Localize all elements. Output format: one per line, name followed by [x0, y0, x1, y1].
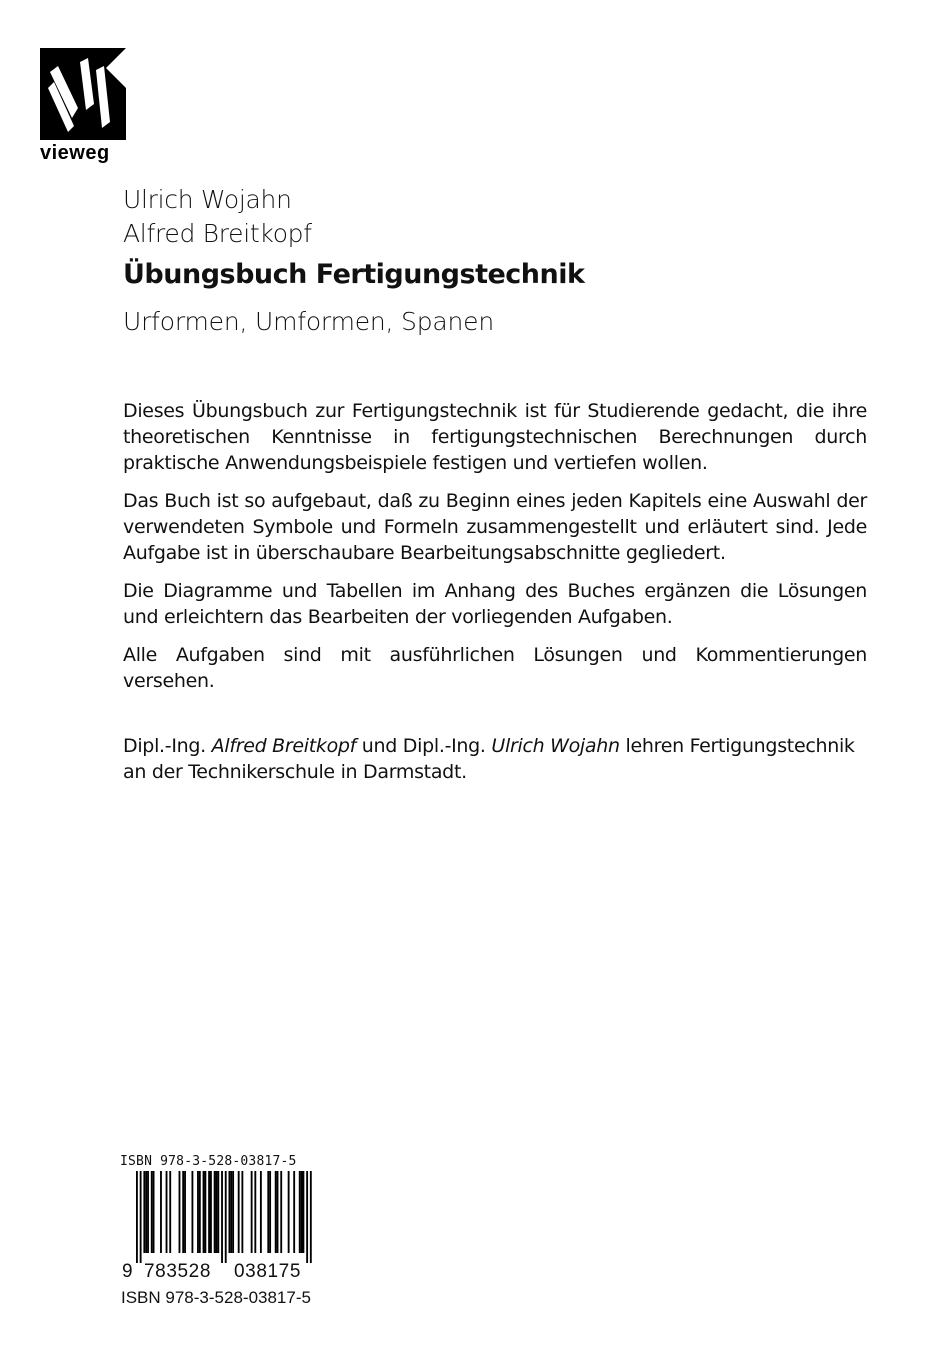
publisher-wordmark: vieweg: [40, 142, 110, 164]
barcode-bar: [166, 1171, 168, 1253]
barcode-bar: [277, 1171, 279, 1253]
bio-suffix: lehren Fertigungstechnik an der Technikerschule in Darmstadt.: [123, 735, 855, 783]
barcode-bar: [214, 1171, 216, 1253]
barcode-bar: [136, 1171, 138, 1263]
barcode-bar: [303, 1171, 305, 1253]
isbn-number: ISBN 978-3-528-03817-5: [121, 1288, 311, 1307]
description-paragraph: Dieses Übungsbuch zur Fertigungstechnik ist für Studierende gedacht, die ihre theoretischen Kenntnisse in fertigungstechnischen Berechnungen durch praktische Anwendungsbeispiele festigen und vertiefen wollen.: [123, 400, 867, 474]
barcode-bar: [217, 1171, 219, 1253]
bio-author-name: Alfred Breitkopf: [211, 735, 357, 757]
barcode-bar: [216, 1171, 218, 1253]
barcode-bar: [306, 1171, 308, 1263]
barcode-bar: [299, 1171, 301, 1253]
barcode-isbn-label: ISBN 978-3-528-03817-5: [120, 1154, 297, 1169]
barcode-bar: [147, 1171, 149, 1253]
barcode-bar: [269, 1171, 271, 1253]
bio-prefix: Dipl.-Ing.: [123, 735, 212, 757]
barcode-bar: [192, 1171, 194, 1253]
isbn-barcode: [118, 1154, 330, 1285]
book-title: Übungsbuch Fertigungstechnik: [123, 259, 585, 290]
author-list: [123, 183, 312, 251]
barcode-bar: [182, 1171, 184, 1253]
author-bio: [123, 733, 867, 785]
barcode-bar: [230, 1171, 232, 1253]
barcode-bar: [160, 1171, 162, 1253]
barcode-bar: [204, 1171, 206, 1253]
barcode-bar: [140, 1171, 142, 1263]
bio-middle: und Dipl.-Ing.: [356, 735, 492, 757]
barcode-bar: [280, 1171, 282, 1253]
publisher-logo: [40, 48, 126, 165]
barcode-bar: [203, 1171, 205, 1253]
barcode-bar: [153, 1171, 155, 1253]
barcode-bar: [143, 1171, 145, 1253]
barcode-bar: [275, 1171, 277, 1253]
barcode-bar: [210, 1171, 212, 1253]
barcode-digit-group-right: 038175: [234, 1261, 302, 1282]
description-text: [123, 398, 867, 706]
barcode-bar: [254, 1171, 256, 1253]
book-subtitle: Urformen, Umformen, Spanen: [123, 307, 494, 336]
author-name: Alfred Breitkopf: [123, 219, 312, 248]
barcode-digits: [118, 1263, 330, 1285]
barcode-bar: [151, 1171, 153, 1253]
barcode-bar: [179, 1171, 181, 1253]
barcode-bar: [229, 1171, 231, 1253]
barcode-bar: [288, 1171, 290, 1253]
barcode-bars: [118, 1171, 318, 1263]
vieweg-logo-icon: [40, 48, 126, 140]
description-paragraph: Das Buch ist so aufgebaut, daß zu Beginn eines jeden Kapitels eine Auswahl der verwendeten Symbole und Formeln zusammengestellt und erläutert sind. Jede Aufgabe ist in überschaubare Bearbeitungsabschnitte gegliedert.: [123, 490, 867, 564]
barcode-bar: [221, 1171, 223, 1263]
barcode-bar: [310, 1171, 312, 1263]
barcode-bar: [197, 1171, 199, 1253]
barcode-bar: [169, 1171, 171, 1253]
barcode-bar: [238, 1171, 240, 1253]
barcode-bar: [241, 1171, 243, 1253]
barcode-bar: [199, 1171, 201, 1253]
author-name: Ulrich Wojahn: [123, 185, 292, 214]
barcode-bar: [293, 1171, 295, 1253]
bio-author-name: Ulrich Wojahn: [491, 735, 620, 757]
barcode-bar: [251, 1171, 253, 1253]
description-paragraph: Alle Aufgaben sind mit ausführlichen Lösungen und Kommentierungen versehen.: [123, 644, 867, 692]
barcode-bar: [260, 1171, 262, 1253]
barcode-bar: [232, 1171, 234, 1253]
barcode-bar: [184, 1171, 186, 1253]
barcode-lead-digit: 9: [122, 1261, 133, 1282]
barcode-bar: [225, 1171, 227, 1263]
description-paragraph: Die Diagramme und Tabellen im Anhang des Buches ergänzen die Lösungen und erleichtern das Bearbeiten der vorliegenden Aufgaben.: [123, 580, 867, 628]
barcode-digit-group-left: 783528: [144, 1261, 212, 1282]
barcode-bar: [301, 1171, 303, 1253]
barcode-bar: [145, 1171, 147, 1253]
barcode-bar: [208, 1171, 210, 1253]
barcode-bar: [267, 1171, 269, 1253]
